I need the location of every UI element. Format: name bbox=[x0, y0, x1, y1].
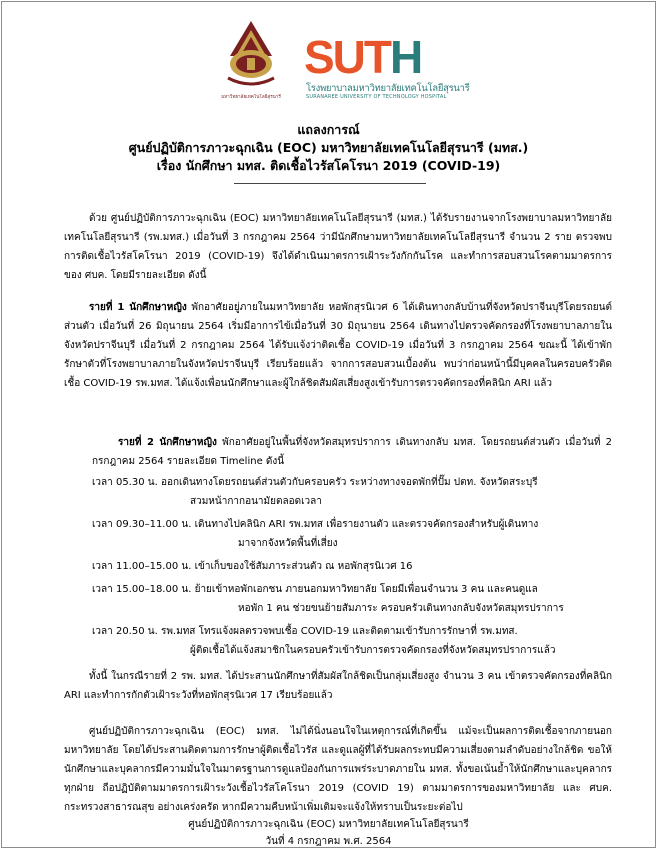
timeline-text: ออกเดินทางโดยรถยนต์ส่วนตัวกับครอบครัว ระหว่างทางจอดพักที่ปั๊ม ปตท. จังหวัดสระบุรี bbox=[157, 477, 538, 488]
suth-wordmark bbox=[304, 31, 422, 83]
suth-hospital-logo bbox=[304, 31, 470, 106]
case2-text: พักอาศัยอยู่ในพื้นที่จังหวัดสมุทรปราการ เดินทางกลับ มทส. โดยรถยนต์ส่วนตัว เมื่อวันที่ 2 กรกฎาคม 2564 รายละเอียด Timeline ดังนี้ bbox=[92, 437, 612, 467]
timeline-text: เดินทางไปคลินิก ARI รพ.มทส เพื่อรายงานตัว และตรวจคัดกรองสำหรับผู้เดินทาง bbox=[191, 519, 539, 530]
suth-word-su: SU bbox=[304, 31, 364, 83]
case1-lead: รายที่ 1 นักศึกษาหญิง bbox=[89, 302, 187, 313]
timeline-item bbox=[92, 473, 612, 515]
suth-word-h: H bbox=[390, 31, 422, 83]
case2-lead: รายที่ 2 นักศึกษาหญิง bbox=[118, 437, 217, 448]
closing-paragraph: ศูนย์ปฏิบัติการภาวะฉุกเฉิน (EOC) มทส. ไม่ได้นิ่งนอนใจในเหตุการณ์ที่เกิดขึ้น แม้จะเป็นผลการติดเชื้อจากภายนอกมหาวิทยาลัย โดยได้ประสานติดตามการรักษาผู้ติดเชื้อไวรัส และดูแลผู้ที่ได้รับผลกระทบมีความเสี่ยงตามลำดับอย่างใกล้ชิด ขอให้นักศึกษาและบุคลากรมีความมั่นใจในมาตรฐานการดูแลป้องกันการแพร่ระบาดภายใน มทส. ทั้งขอเน้นย้ำให้นักศึกษาและบุคลากรทุกฝ่าย ถือปฏิบัติตามมาตรการเฝ้าระวังเชื้อไวรัสโคโรนา 2019 (COVID 19) ตามมาตรการของมหาวิทยาลัย และ ศบค. กระทรวงสาธารณสุข อย่างเคร่งครัด หากมีความคืบหน้าเพิ่มเติมจะแจ้งให้ทราบเป็นระยะต่อไป bbox=[64, 726, 612, 813]
timeline-continuation: ผู้ติดเชื้อได้แจ้งสมาชิกในครอบครัวเข้ารับการตรวจคัดกรองที่จังหวัดสมุทรปราการแล้ว bbox=[190, 645, 556, 656]
sut-logo-text: มหาวิทยาลัยเทคโนโลยีสุรนารี bbox=[221, 95, 281, 100]
timeline-continuation: มาจากจังหวัดพื้นที่เสี่ยง bbox=[238, 538, 338, 549]
timeline-continuation: หอพัก 1 คน ช่วยขนย้ายสัมภาระ ครอบครัวเดินทางกลับจังหวัดสมุทรปราการ bbox=[238, 603, 564, 614]
announcement-subject: เรื่อง นักศึกษา มทส. ติดเชื้อไวรัสโคโรนา 2019 (COVID-19) bbox=[156, 158, 501, 173]
timeline-item bbox=[92, 580, 612, 622]
timeline-time: เวลา 05.30 น. bbox=[92, 477, 158, 488]
timeline-time: เวลา 15.00–18.00 น. bbox=[92, 584, 192, 595]
after-timeline-paragraph: ทั้งนี้ ในกรณีรายที่ 2 รพ. มทส. ได้ประสานนักศึกษาที่สัมผัสใกล้ชิดเป็นกลุ่มเสี่ยงสูง จำนวน 3 คน เข้าตรวจคัดกรองที่คลินิก ARI และทำการกักตัวเฝ้าระวังที่หอพักสุรนิเวศ 17 เรียบร้อยแล้ว bbox=[64, 671, 612, 701]
timeline-text: รพ.มทส โทรแจ้งผลตรวจพบเชื้อ COVID-19 และติดตามเข้ารับการรักษาที่ รพ.มทส. bbox=[157, 626, 518, 637]
timeline-time: เวลา 11.00–15.00 น. bbox=[92, 561, 192, 572]
timeline-text: ย้ายเข้าหอพักเอกชน ภายนอกมหาวิทยาลัย โดยมีเพื่อนจำนวน 3 คน และคนดูแล bbox=[191, 584, 538, 595]
timeline-item bbox=[92, 557, 612, 580]
announcement-header bbox=[2, 121, 655, 175]
timeline-time: เวลา 20.50 น. bbox=[92, 626, 158, 637]
announcement-title: แถลงการณ์ bbox=[297, 122, 360, 137]
case1-paragraph bbox=[64, 298, 612, 393]
logo-bar bbox=[2, 18, 655, 104]
header-divider bbox=[234, 183, 426, 184]
suth-name-thai: โรงพยาบาลมหาวิทยาลัยเทคโนโลยีสุรนารี bbox=[306, 83, 470, 94]
case1-text: พักอาศัยอยู่ภายในมหาวิทยาลัย หอพักสุรนิเวศ 6 ได้เดินทางกลับบ้านที่จังหวัดปราจีนบุรีโดยรถยนต์ส่วนตัว เมื่อวันที่ 26 มิถุนายน 2564 เริ่มมีอาการไข้เมื่อวันที่ 30 มิถุนายน 2564 เดินทางไปตรวจคัดกรองที่โรงพยาบาลภายในจังหวัดปราจีนบุรี เมื่อวันที่ 2 กรกฎาคม 2564 ได้รับแจ้งว่าติดเชื้อ COVID-19 เมื่อวันที่ 3 กรกฎาคม 2564 ขณะนี้ ได้เข้าพักรักษาตัวที่โรงพยาบาลภายในจังหวัดปราจีนบุรี เรียบร้อยแล้ว จากการสอบสวนเบื้องต้น พบว่าก่อนหน้านี้มีบุคคลในครอบครัวติดเชื้อ COVID-19 รพ.มทส. ได้แจ้งเพื่อนนักศึกษาและผู้ใกล้ชิดสัมผัสเสี่ยงสูงเข้ารับการตรวจคัดกรองที่คลินิก ARI แล้ว bbox=[64, 302, 612, 389]
intro-paragraph: ด้วย ศูนย์ปฏิบัติการภาวะฉุกเฉิน (EOC) มหาวิทยาลัยเทคโนโลยีสุรนารี (มทส.) ได้รับรายงานจากโรงพยาบาลมหาวิทยาลัยเทคโนโลยีสุรนารี (รพ.มทส.) เมื่อวันที่ 3 กรกฎาคม 2564 ว่ามีนักศึกษามหาวิทยาลัยเทคโนโลยีสุรนารี จำนวน 2 ราย ตรวจพบการติดเชื้อไวรัสโคโรนา 2019 (COVID-19) จึงได้ดำเนินมาตรการเฝ้าระวังกักกันโรค และทำการสอบสวนโรคตามมาตรการของ ศบค. โดยมีรายละเอียด ดังนี้ bbox=[64, 213, 612, 281]
suth-name-english: SURANAREE UNIVERSITY OF TECHNOLOGY HOSPITAL bbox=[306, 94, 447, 100]
footer-date: วันที่ 4 กรกฎาคม พ.ศ. 2564 bbox=[265, 836, 392, 847]
announcement-org: ศูนย์ปฏิบัติการภาวะฉุกเฉิน (EOC) มหาวิทยาลัยเทคโนโลยีสุรนารี (มทส.) bbox=[128, 140, 529, 155]
timeline-item bbox=[92, 622, 612, 660]
timeline-item bbox=[92, 515, 612, 557]
sut-university-logo bbox=[220, 18, 282, 104]
timeline-continuation: สวมหน้ากากอนามัยตลอดเวลา bbox=[190, 496, 322, 507]
case2-paragraph bbox=[92, 433, 612, 471]
suth-word-t: T bbox=[363, 31, 391, 83]
document-page bbox=[1, 1, 656, 848]
timeline-text: เข้าเก็บของใช้สัมภาระส่วนตัว ณ หอพักสุรนิเวศ 16 bbox=[191, 561, 413, 572]
footer-org: ศูนย์ปฏิบัติการภาวะฉุกเฉิน (EOC) มหาวิทยาลัยเทคโนโลยีสุรนารี bbox=[188, 819, 469, 830]
timeline-time: เวลา 09.30–11.00 น. bbox=[92, 519, 192, 530]
case2-timeline bbox=[92, 473, 612, 660]
signature-block bbox=[2, 816, 655, 850]
